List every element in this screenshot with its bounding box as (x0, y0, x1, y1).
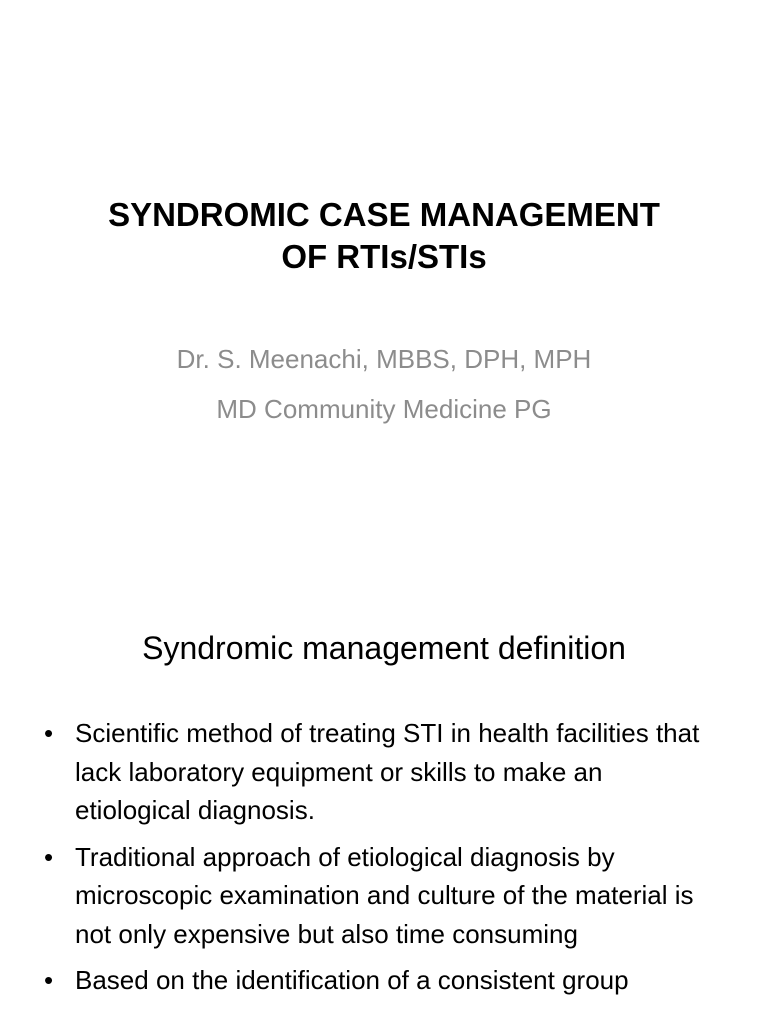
bullet-item (0, 714, 768, 830)
bullet-item (0, 838, 768, 954)
author-line: Dr. S. Meenachi, MBBS, DPH, MPH (176, 344, 592, 374)
bullet-text: Based on the identification of a consistent group (75, 965, 629, 995)
bullet-item (0, 961, 768, 1000)
author-affiliation-line: MD Community Medicine PG (216, 394, 552, 424)
bullet-text: Scientific method of treating STI in health facilities that lack laboratory equipment or skills to make an etiological diagnosis. (75, 718, 700, 825)
slide-title-line-1: SYNDROMIC CASE MANAGEMENT (108, 196, 660, 233)
slide-title-line-2: OF RTIs/STIs (281, 238, 487, 275)
bullet-list (0, 714, 768, 1008)
bullet-marker: • (44, 841, 54, 872)
slide-title (40, 194, 728, 278)
bullet-text: Traditional approach of etiological diagnosis by microscopic examination and culture of the material is not only expensive but also time consuming (75, 841, 694, 949)
bullet-marker: • (44, 718, 54, 748)
bullet-marker: • (44, 965, 54, 995)
definition-slide (0, 576, 768, 1024)
definition-slide-title: Syndromic management definition (142, 630, 626, 666)
slide-subtitle (40, 334, 728, 434)
